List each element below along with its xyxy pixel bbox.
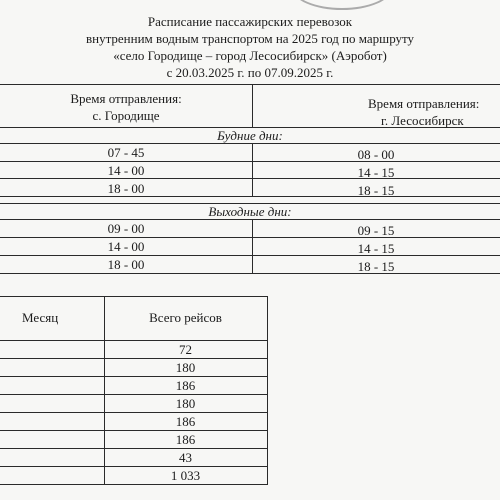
stamp-seal [292,0,392,10]
weekend-from-3: 18 - 00 [107,257,145,272]
column-header-departure-lesosibirsk-1: Время отправления: [368,96,480,111]
total-trips-value: 180 [175,360,196,375]
weekday-to-3: 18 - 15 [357,183,395,198]
table-border [0,340,268,341]
table-border [0,466,268,467]
title-line-4: с 20.03.2025 г. по 07.09.2025 г. [166,65,334,80]
table-border [0,376,268,377]
weekday-from-3: 18 - 00 [107,181,145,196]
weekday-to-2: 14 - 15 [357,165,395,180]
column-header-departure-gorodische-2: с. Городище [92,108,160,123]
total-trips-value-sum: 1 033 [170,468,201,483]
total-trips-value: 186 [175,378,196,393]
title-line-2: внутренним водным транспортом на 2025 год по маршруту [85,31,415,46]
title-line-1: Расписание пассажирских перевозок [147,14,353,29]
title-line-3: «село Городище – город Лесосибирск» (Аэробот) [113,48,387,63]
table-border [0,219,500,220]
table-border [0,84,500,85]
weekend-to-3: 18 - 15 [357,259,395,274]
table-border [0,143,500,144]
table-border [0,448,268,449]
weekend-to-1: 09 - 15 [357,223,395,238]
column-header-month: Месяц [22,310,59,325]
table-border [0,358,268,359]
table-border [0,394,268,395]
table-border [0,430,268,431]
weekday-from-2: 14 - 00 [107,163,145,178]
weekday-to-1: 08 - 00 [357,147,395,162]
weekend-from-2: 14 - 00 [107,239,145,254]
total-trips-value: 43 [179,450,192,465]
column-header-departure-lesosibirsk-2: г. Лесосибирск [381,113,464,128]
column-header-total-trips: Всего рейсов [149,310,222,325]
total-trips-value: 186 [175,414,196,429]
total-trips-value: 186 [175,432,196,447]
table-border [0,296,268,297]
table-border [0,484,268,485]
total-trips-value: 72 [179,342,192,357]
table-border [267,296,268,484]
section-label-weekdays: Будние дни: [217,128,283,143]
weekend-to-2: 14 - 15 [357,241,395,256]
weekend-from-1: 09 - 00 [107,221,145,236]
table-border [252,84,253,127]
table-border [0,412,268,413]
weekday-from-1: 07 - 45 [107,145,145,160]
section-label-weekends: Выходные дни: [208,204,292,219]
column-header-departure-gorodische-1: Время отправления: [70,91,182,106]
total-trips-value: 180 [175,396,196,411]
